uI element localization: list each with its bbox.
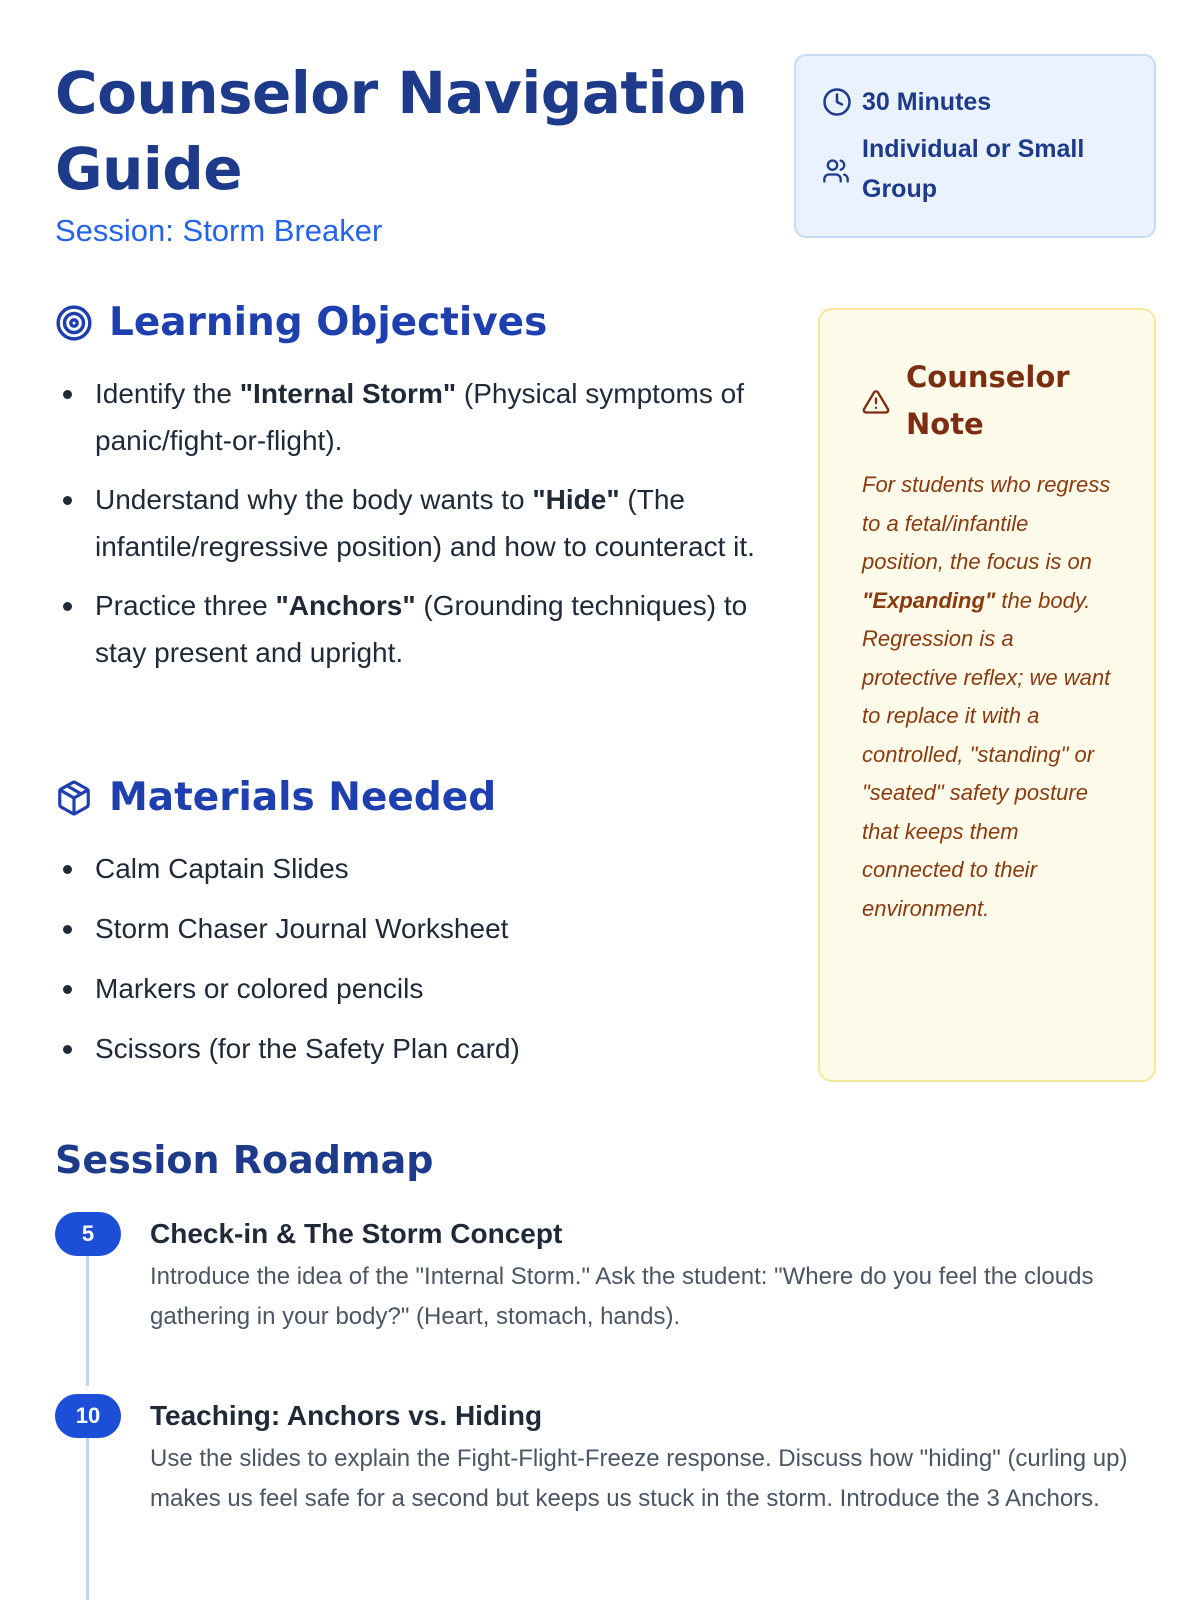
note-body	[862, 466, 1114, 928]
step-description: Introduce the idea of the "Internal Storm." Ask the student: "Where do you feel the clouds gathering in your body?" (Heart, stomach, hands).	[150, 1263, 1094, 1330]
package-icon	[55, 779, 109, 817]
objective-bold: "Internal Storm"	[239, 378, 457, 409]
note-bold: "Expanding"	[862, 587, 996, 613]
materials-list	[55, 845, 775, 1072]
roadmap-step	[55, 1394, 1165, 1600]
objective-text: (Grounding techniques) to stay present and upright.	[95, 590, 748, 668]
timeline-line	[86, 1256, 89, 1386]
objective-text: (Physical symptoms of panic/fight-or-flight).	[95, 378, 744, 456]
format-line-1: Individual or Small	[862, 135, 1085, 163]
roadmap-step	[55, 1212, 1165, 1372]
session-subtitle: Session: Storm Breaker	[55, 213, 383, 248]
objective-bold: "Hide"	[532, 484, 620, 515]
learning-objectives-heading	[55, 300, 547, 345]
objective-text: Identify the	[95, 378, 240, 409]
objective-item	[55, 476, 775, 570]
note-title-line-1: Counselor	[906, 360, 1070, 394]
objective-text: Understand why the body wants to	[95, 484, 533, 515]
materials-heading	[55, 775, 496, 820]
objective-text: (The infantile/regressive position) and how to counteract it.	[95, 484, 755, 562]
target-icon	[55, 304, 109, 342]
note-header	[862, 354, 1114, 448]
roadmap-title: Session Roadmap	[55, 1138, 434, 1182]
page-header	[55, 55, 755, 253]
step-content	[150, 1212, 1150, 1337]
materials-title: Materials Needed	[109, 775, 497, 820]
duration-row	[822, 82, 1128, 122]
step-title: Check-in & The Storm Concept	[150, 1218, 563, 1249]
objective-item	[55, 582, 775, 676]
format-text	[862, 129, 1084, 209]
objective-item	[55, 370, 775, 464]
note-title-line-2: Note	[906, 407, 984, 441]
warning-icon	[862, 354, 906, 421]
format-line-2: Group	[862, 175, 937, 203]
material-item: Storm Chaser Journal Worksheet	[55, 905, 775, 952]
session-meta-card	[794, 54, 1156, 238]
page-title-line-1: Counselor Navigation	[55, 59, 748, 127]
step-description: Use the slides to explain the Fight-Flight-Freeze response. Discuss how "hiding" (curling up) makes us feel safe for a second but keeps us stuck in the storm. Introduce the 3 Anchors.	[150, 1445, 1128, 1512]
counselor-note-card	[818, 308, 1156, 1082]
step-content	[150, 1394, 1150, 1519]
page-title-line-2: Guide	[55, 135, 243, 203]
material-item: Calm Captain Slides	[55, 845, 775, 892]
format-row	[822, 129, 1128, 209]
minutes-badge: 5	[55, 1212, 121, 1256]
material-item: Scissors (for the Safety Plan card)	[55, 1025, 775, 1072]
minutes-badge: 10	[55, 1394, 121, 1438]
objective-text: Practice three	[95, 590, 276, 621]
duration-text: 30 Minutes	[862, 88, 992, 116]
material-item: Markers or colored pencils	[55, 965, 775, 1012]
timeline-line	[86, 1438, 89, 1600]
learning-objectives-title: Learning Objectives	[109, 300, 548, 345]
page-title	[55, 55, 755, 207]
note-text: For students who regress to a fetal/infantile position, the focus is on	[862, 472, 1111, 574]
objectives-list	[55, 370, 775, 676]
step-title: Teaching: Anchors vs. Hiding	[150, 1400, 543, 1431]
note-title	[906, 354, 1070, 448]
clock-icon	[822, 82, 862, 122]
note-text: the body. Regression is a protective reflex; we want to replace it with a controlled, "standing" or "seated" safety posture that keeps them connected to their environment.	[862, 587, 1111, 921]
objective-bold: "Anchors"	[275, 590, 416, 621]
users-icon	[822, 129, 862, 171]
